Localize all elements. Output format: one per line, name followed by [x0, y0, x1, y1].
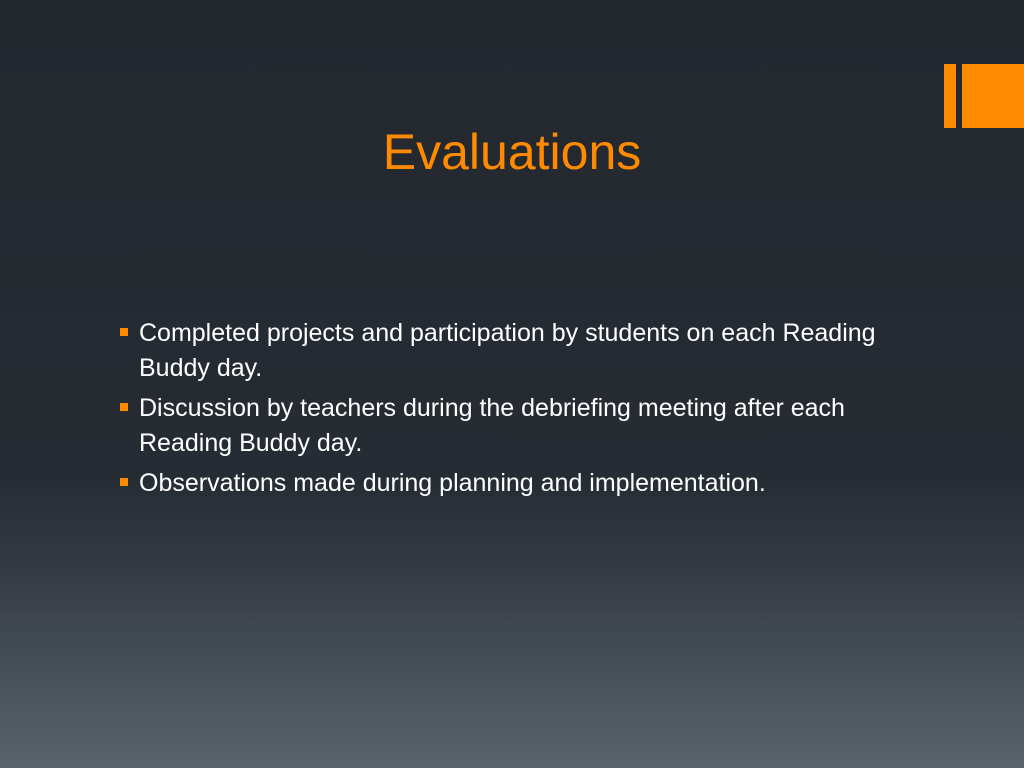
- square-bullet-icon: [120, 403, 128, 411]
- bullet-text: Discussion by teachers during the debriefing meeting after each Reading Buddy day.: [139, 394, 845, 457]
- bullet-item: [118, 466, 908, 501]
- bullet-text: Observations made during planning and implementation.: [139, 469, 766, 497]
- bullet-item: [118, 316, 908, 386]
- square-bullet-icon: [120, 478, 128, 486]
- bullet-item: [118, 391, 908, 461]
- slide-title: Evaluations: [382, 124, 642, 180]
- bullet-text: Completed projects and participation by students on each Reading Buddy day.: [139, 319, 876, 382]
- square-bullet-icon: [120, 328, 128, 336]
- bullet-list: [118, 316, 908, 506]
